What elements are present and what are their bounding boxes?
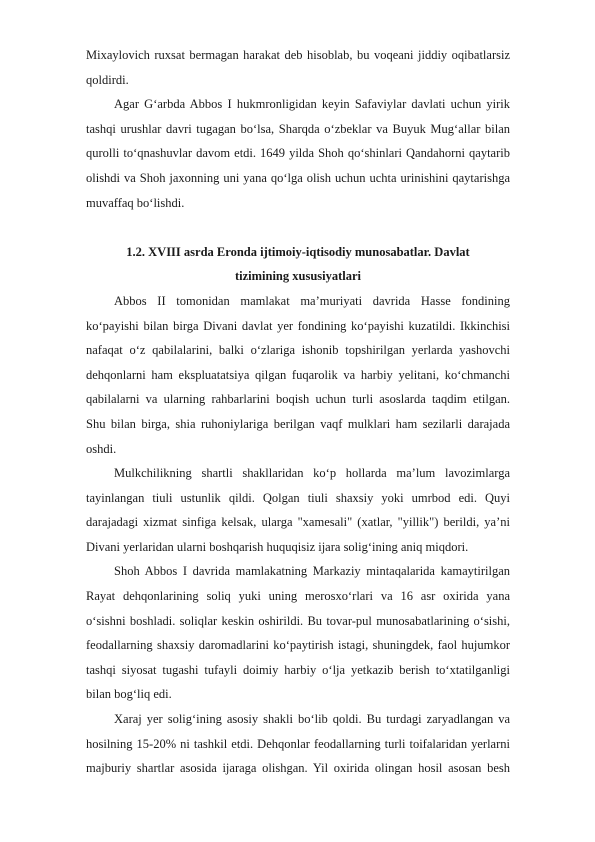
text-line: oshdi. [86,441,117,456]
text-line: ko‘payishi bilan birga Divani davlat yer fondining ko‘payishi kuzatildi. Ikkinchisi [86,318,510,333]
text-line: bilan bog‘liq edi. [86,687,172,702]
paragraph-gap [86,215,510,240]
section-heading: tizimining xususiyatlari [234,269,362,284]
text-line: o‘sishni boshladi. soliqlar keskin oshirildi. Bu tovar-pul munosabatlarining o‘sishi, [86,613,510,628]
text-line: Mixaylovich ruxsat bermagan harakat deb hisoblab, bu voqeani jiddiy oqibatlarsiz [86,48,510,62]
text-line: Xaraj yer solig‘ining asosiy shakli bo‘lib qoldi. Bu turdagi zaryadlangan va [114,712,510,727]
text-line: tashqi siyosat tugashi tufayli doimiy harbiy o‘lja yetkazib berish to‘xtatilganligi [86,662,510,677]
text-line: olishdi va Shoh jaxonning uni yana qo‘lga olish uchun uchta urinishini qaytarishga [86,170,510,185]
text-line: tashqi urushlar davri tugagan bo‘lsa, Sharqda o‘zbeklar va Buyuk Mug‘allar bilan [86,121,510,136]
text-line: darajadagi xizmat sinfiga kelsak, ularga "xamesali" (xatlar, "yillik") berildi, ya’ni [86,515,510,530]
section-heading: 1.2. XVIII asrda Eronda ijtimoiy-iqtisodiy munosabatlar. Davlat [126,244,470,259]
text-line: nafaqat o‘z qabilalarini, balki o‘zlariga ishonib topshirilgan yerlarda yashovchi [86,343,510,358]
text-line: Mulkchilikning shartli shakllaridan ko‘p hollarda ma’lum lavozimlarga [114,466,510,481]
text-line: muvaffaq bo‘lishdi. [86,195,185,210]
document-page [86,43,510,781]
text-line: Rayat dehqonlarining soliq yuki uning merosxo‘rlari va 16 asr oxirida yana [86,589,510,604]
text-line: feodallarning shaxsiy daromadlarini ko‘paytirish istagi, shuningdek, faol hujumkor [86,638,510,653]
text-line: qoldirdi. [86,72,129,87]
text-line: majburiy shartlar asosida ijaraga olishgan. Yil oxirida olingan hosil asosan besh [86,761,510,776]
text-line: hosilning 15-20% ni tashkil etdi. Dehqonlar feodallarning turli toifalaridan yerlarni [86,736,510,751]
text-line: Shu bilan birga, shia ruhoniylariga berilgan vaqf mulklari ham sezilarli darajada [86,416,510,431]
text-line: Divani yerlaridan ularni boshqarish huquqisiz ijara solig‘ining aniq miqdori. [86,539,469,554]
text-line: qurolli to‘qnashuvlar davom etdi. 1649 yilda Shoh qo‘shinlari Qandahorni qaytarib [86,146,510,161]
text-line: Shoh Abbos I davrida mamlakatning Markaziy mintaqalarida kamaytirilgan [114,564,510,579]
text-line: qabilalarni va ularning rahbarlarini boqish uchun turli asoslarda taqdim etilgan. [86,392,510,407]
text-line: dehqonlarni ham ekspluatatsiya qilgan fuqarolik va harbiy yelitani, ko‘chmanchi [86,367,510,382]
text-line: Agar G‘arbda Abbos I hukmronligidan keyin Safaviylar davlati uchun yirik [114,97,510,112]
text-line: tayinlangan tiuli ustunlik qildi. Qolgan tiuli shaxsiy yoki umrbod edi. Quyi [86,490,510,505]
text-line: Abbos II tomonidan mamlakat ma’muriyati davrida Hasse fondining [114,293,510,308]
